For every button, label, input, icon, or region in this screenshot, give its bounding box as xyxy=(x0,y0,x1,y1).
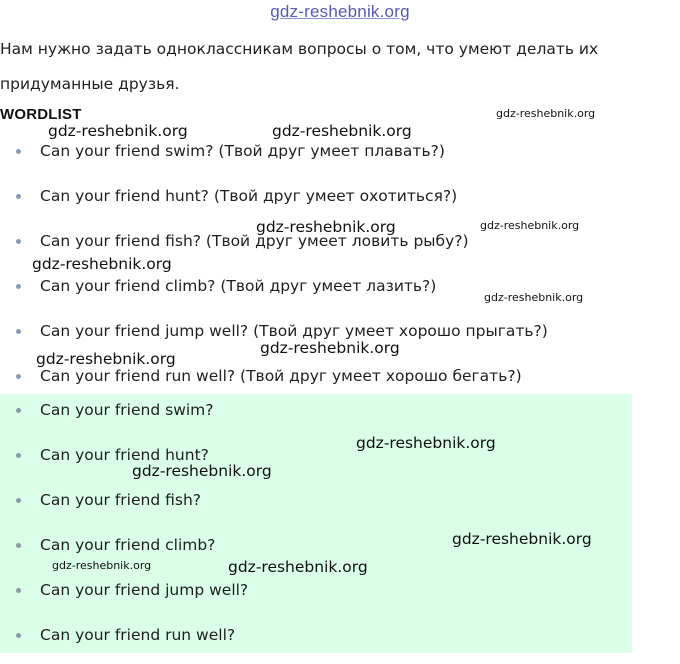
intro-text: Нам нужно задать одноклассникам вопросы о том, что умеют делать их придуманные друзья. xyxy=(0,40,599,93)
answer-item-text: Can your friend hunt? xyxy=(40,446,209,464)
watermark: gdz-reshebnik.org xyxy=(52,559,152,572)
bullet-icon xyxy=(16,588,21,593)
site-watermark-link[interactable]: gdz-reshebnik.org xyxy=(270,2,410,21)
bullet-icon xyxy=(16,374,21,379)
answer-item xyxy=(0,484,680,529)
list-item-text: Can your friend climb? (Твой друг умеет лазить?) xyxy=(40,277,437,295)
bullet-icon xyxy=(16,149,21,154)
bullet-icon xyxy=(16,633,21,638)
answer-item-text: Can your friend jump well? xyxy=(40,581,249,599)
watermark: gdz-reshebnik.org xyxy=(496,107,596,120)
watermark: gdz-reshebnik.org xyxy=(272,122,412,140)
list-item-text: Can your friend hunt? (Твой друг умеет охотиться?) xyxy=(40,187,458,205)
answer-item xyxy=(0,394,680,439)
list-item-text: Can your friend run well? (Твой друг умеет хорошо бегать?) xyxy=(40,367,522,385)
watermark: gdz-reshebnik.org xyxy=(260,339,400,357)
watermark: gdz-reshebnik.org xyxy=(480,219,580,232)
list-item-text: Can your friend swim? (Твой друг умеет плавать?) xyxy=(40,142,445,160)
list-item xyxy=(0,136,680,181)
answer-item xyxy=(0,619,680,664)
watermark: gdz-reshebnik.org xyxy=(228,558,368,576)
answer-list xyxy=(0,394,680,664)
watermark: gdz-reshebnik.org xyxy=(256,218,396,236)
watermark: gdz-reshebnik.org xyxy=(484,291,584,304)
watermark: gdz-reshebnik.org xyxy=(452,530,592,548)
bullet-icon xyxy=(16,498,21,503)
bullet-icon xyxy=(16,329,21,334)
watermark: gdz-reshebnik.org xyxy=(356,434,496,452)
wordlist-heading: WORDLIST xyxy=(0,106,82,123)
list-item-text: Can your friend fish? (Твой друг умеет ловить рыбу?) xyxy=(40,232,469,250)
bullet-icon xyxy=(16,408,21,413)
bullet-icon xyxy=(16,284,21,289)
watermark: gdz-reshebnik.org xyxy=(32,255,172,273)
bullet-icon xyxy=(16,543,21,548)
answer-item-text: Can your friend climb? xyxy=(40,536,216,554)
bullet-icon xyxy=(16,453,21,458)
bullet-icon xyxy=(16,239,21,244)
answer-item-text: Can your friend swim? xyxy=(40,401,214,419)
list-item-text: Can your friend jump well? (Твой друг умеет хорошо прыгать?) xyxy=(40,322,548,340)
answer-item-text: Can your friend run well? xyxy=(40,626,236,644)
bullet-icon xyxy=(16,194,21,199)
watermark: gdz-reshebnik.org xyxy=(132,462,272,480)
watermark: gdz-reshebnik.org xyxy=(36,350,176,368)
answer-item xyxy=(0,439,680,484)
answer-item xyxy=(0,574,680,619)
watermark: gdz-reshebnik.org xyxy=(48,122,188,140)
answer-item-text: Can your friend fish? xyxy=(40,491,202,509)
